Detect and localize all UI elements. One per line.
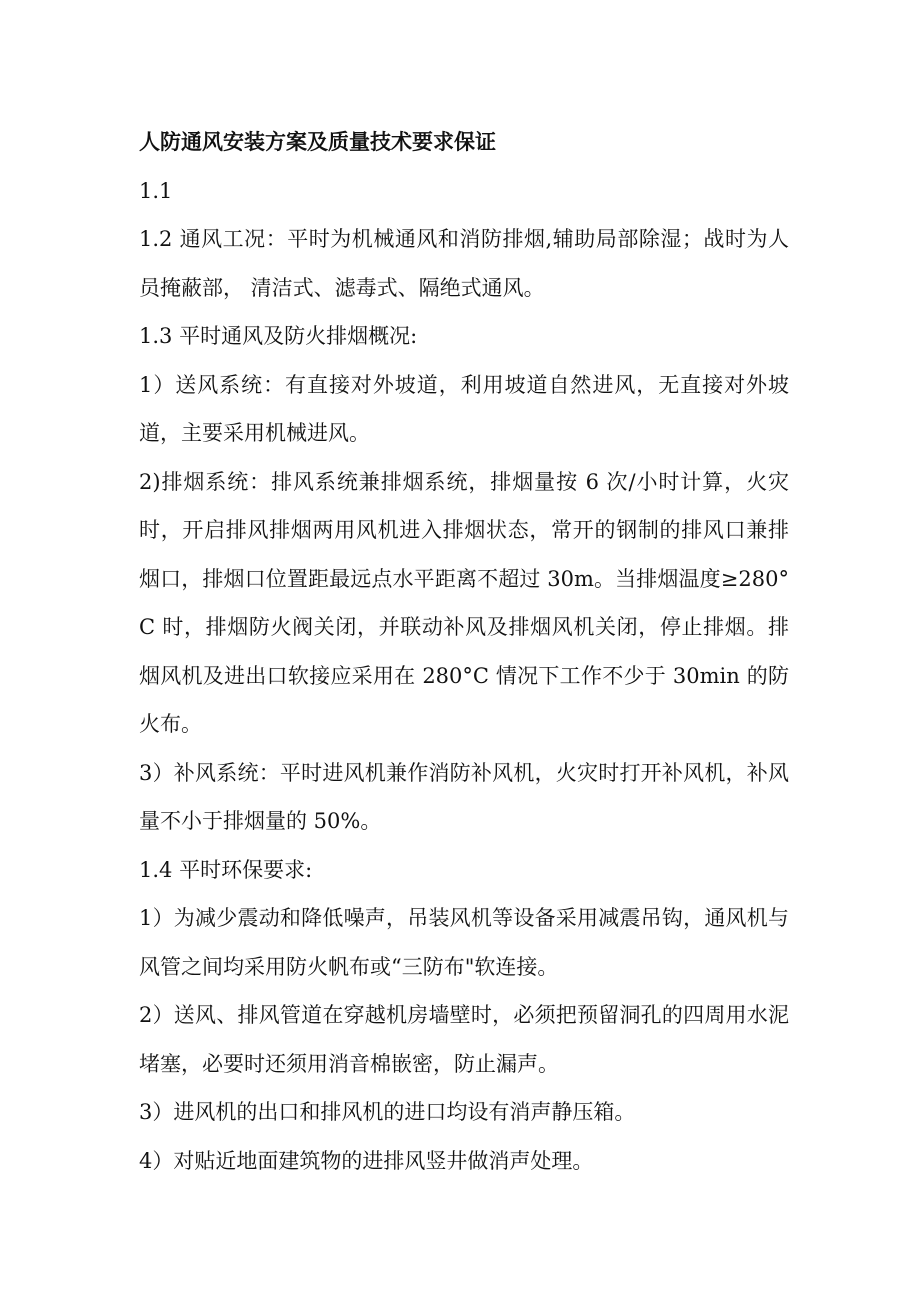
document-title: 人防通风安装方案及质量技术要求保证 xyxy=(139,129,496,154)
section-1-4-heading: 1.4 平时环保要求: xyxy=(139,857,313,882)
section-1-3-heading: 1.3 平时通风及防火排烟概况: xyxy=(139,324,418,348)
vibration-noise-paragraph: 1）为减少震动和降低噪声，吊装风机等设备采用减震吊钩，通风机与风管之间均采用防火帆布或“三防布"软连接。 xyxy=(139,906,789,979)
section-1-2-ventilation-conditions: 1.2 通风工况：平时为机械通风和消防排烟,辅助局部除湿；战时为人员掩蔽部， 清洁式、滤毒式、隔绝式通风。 xyxy=(139,227,789,300)
silencer-box-paragraph: 3）进风机的出口和排风机的进口均设有消声静压箱。 xyxy=(139,1100,636,1124)
supply-air-system-paragraph: 1）送风系统：有直接对外坡道，利用坡道自然进风，无直接对外坡道，主要采用机械进风。 xyxy=(139,372,789,445)
document-body xyxy=(139,118,789,1185)
smoke-exhaust-system-paragraph: 2)排烟系统：排风系统兼排烟系统，排烟量按 6 次/小时计算，火灾时，开启排风排烟两用风机进入排烟状态，常开的钢制的排风口兼排烟口，排烟口位置距最远点水平距离不超过 30m。当排烟温度≥280°C 时，排烟防火阀关闭，并联动补风及排烟风机关闭，停止排烟。排烟风机及进出口软接应采用在 280°C 情况下工作不少于 30min 的防火布。 xyxy=(139,469,789,736)
make-up-air-system-paragraph: 3）补风系统：平时进风机兼作消防补风机，火灾时打开补风机，补风量不小于排烟量的 50%。 xyxy=(139,760,789,833)
duct-wall-penetration-paragraph: 2）送风、排风管道在穿越机房墙壁时，必须把预留洞孔的四周用水泥堵塞，必要时还须用消音棉嵌密，防止漏声。 xyxy=(139,1003,789,1076)
shaft-noise-treatment-paragraph: 4）对贴近地面建筑物的进排风竖井做消声处理。 xyxy=(139,1148,594,1173)
section-1-1: 1.1 xyxy=(139,178,173,203)
